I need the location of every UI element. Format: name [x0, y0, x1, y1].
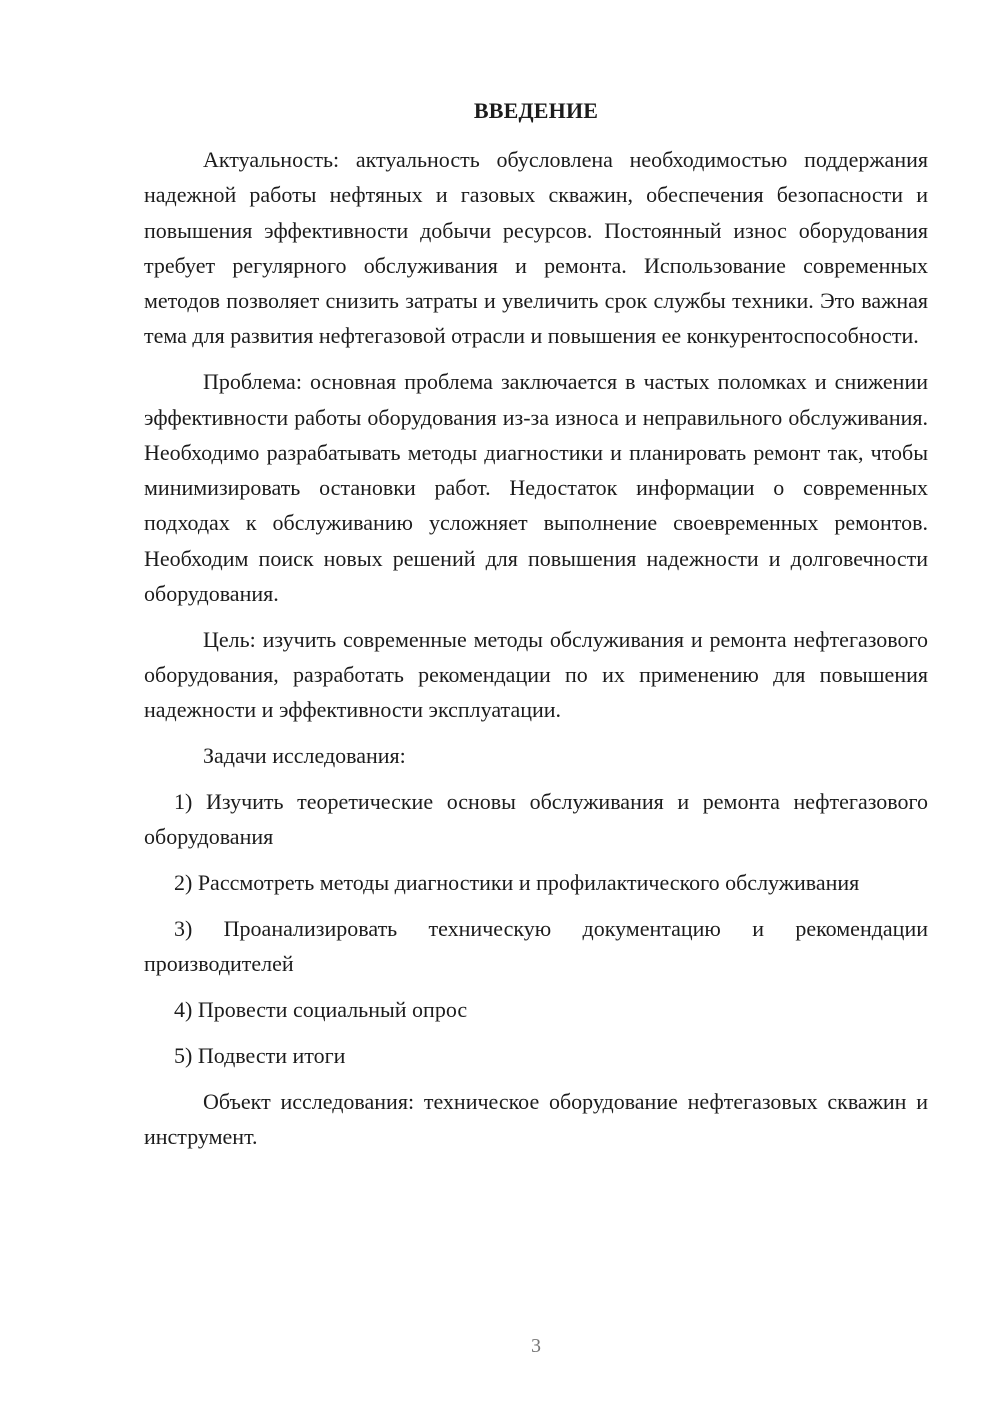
task-item-3: 3) Проанализировать техническую документацию и рекомендации производителей: [144, 915, 928, 977]
goal-paragraph: Цель: изучить современные методы обслуживания и ремонта нефтегазового оборудования, разработать рекомендации по их применению для повышения надежности и эффективности эксплуатации.: [144, 626, 928, 723]
task-item-5: 5) Подвести итоги: [174, 1042, 346, 1068]
task-item-2: 2) Рассмотреть методы диагностики и профилактического обслуживания: [174, 870, 860, 896]
object-paragraph: Объект исследования: техническое оборудование нефтегазовых скважин и инструмент.: [144, 1088, 928, 1149]
relevance-paragraph: Актуальность: актуальность обусловлена необходимостью поддержания надежной работы нефтяных и газовых скважин, обеспечения безопасности и повышения эффективности добычи ресурсов. Постоянный износ оборудования требует регулярного обслуживания и ремонта. Использование современных методов позволяет снизить затраты и увеличить срок службы техники. Это важная тема для развития нефтегазовой отрасли и повышения ее конкурентоспособности.: [144, 147, 928, 349]
task-item-4: 4) Провести социальный опрос: [174, 997, 468, 1023]
tasks-heading: Задачи исследования:: [203, 743, 406, 769]
problem-paragraph: Проблема: основная проблема заключается в частых поломках и снижении эффективности работы оборудования из-за износа и неправильного обслуживания. Необходимо разрабатывать методы диагностики и планировать ремонт так, чтобы минимизировать остановки работ. Недостаток информации о современных подходах к обслуживанию усложняет выполнение своевременных ремонтов. Необходим поиск новых решений для повышения надежности и долговечности оборудования.: [144, 369, 928, 607]
page-number: 3: [531, 1335, 541, 1357]
body-text: [144, 142, 928, 1154]
page-title: ВВЕДЕНИЕ: [473, 98, 599, 123]
task-item-1: 1) Изучить теоретические основы обслуживания и ремонта нефтегазового оборудования: [144, 789, 928, 850]
